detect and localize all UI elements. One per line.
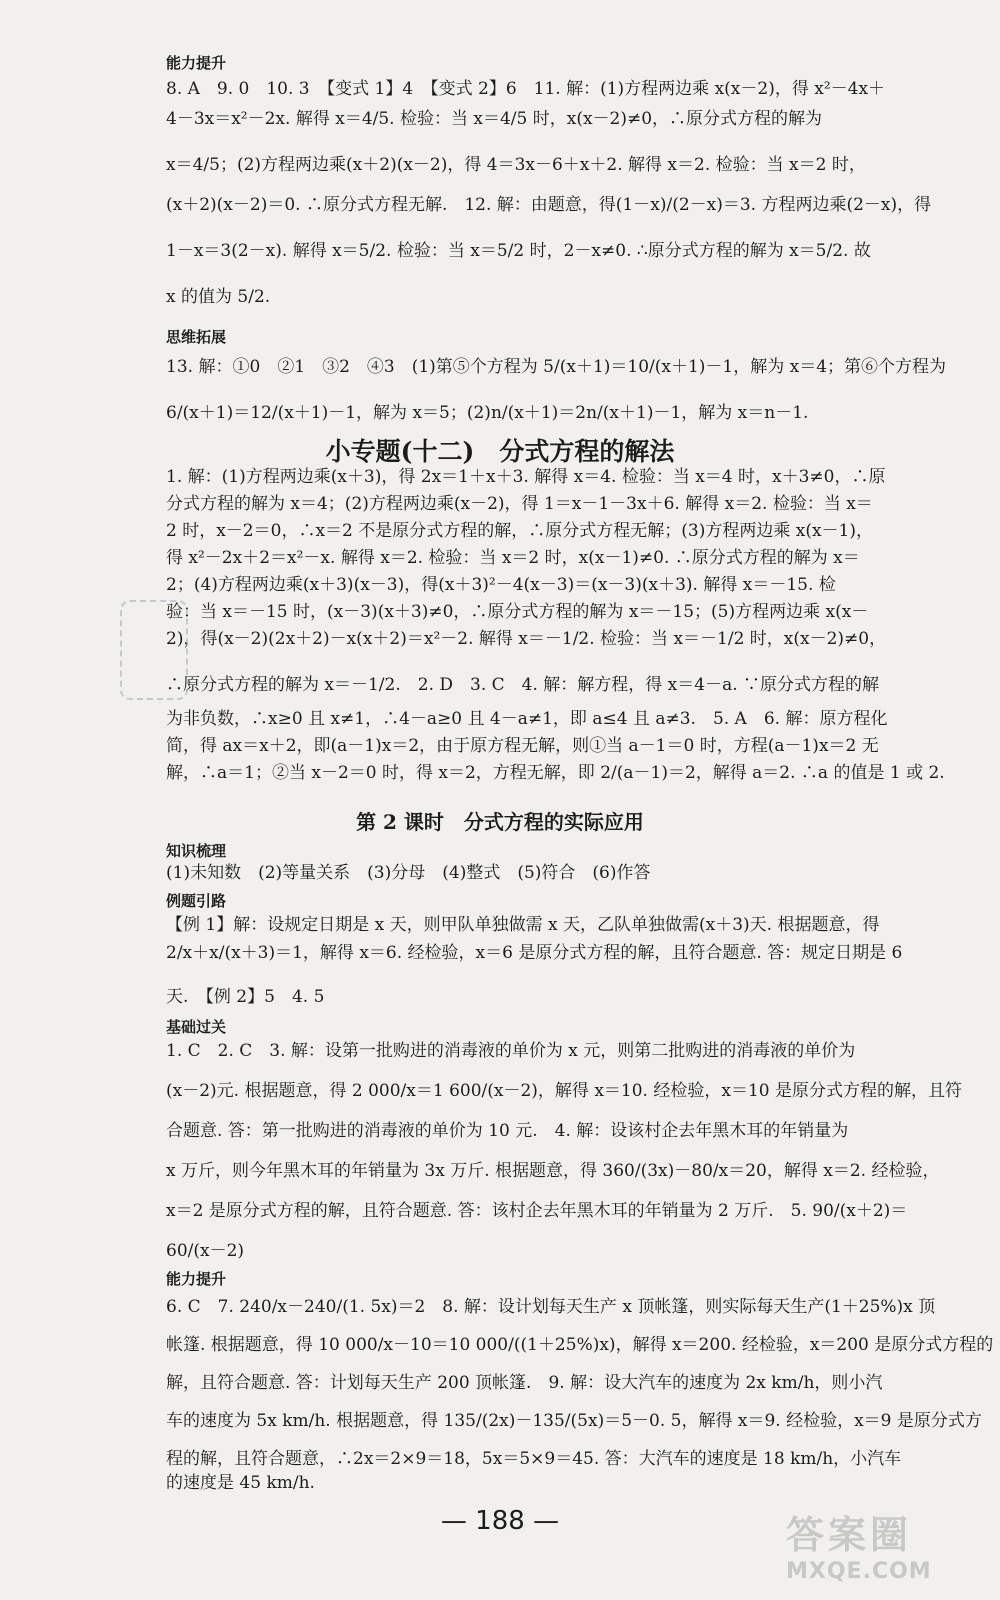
watermark-logo: 答案圈 MXQE.COM: [786, 1513, 932, 1584]
section-heading: 知识梳理: [166, 842, 227, 860]
paragraph: 13. 解：①0 ②1 ③2 ④3 (1)第⑤个方程为 5/(x＋1)＝10/(x＋1)－1，解为 x＝4；第⑥个方程为 6/(x＋1)＝12/(x＋1)－1，解为 x＝5；(2)n/(x＋1)＝2n/(x＋1)－1，解为 x＝n－1.: [166, 357, 947, 423]
paragraph: (1)未知数 (2)等量关系 (3)分母 (4)整式 (5)符合 (6)作答: [166, 863, 651, 883]
page-title: 小专题(十二) 分式方程的解法: [325, 437, 675, 466]
lesson-title: 第 2 课时 分式方程的实际应用: [356, 810, 644, 834]
paragraph: 1. C 2. C 3. 解：设第一批购进的消毒液的单价为 x 元，则第二批购进的消毒液的单价为 (x－2)元. 根据题意，得 2 000/x＝1 600/(x－2)，解得 x＝10. 经检验，x＝10 是原分式方程的解，且符 合题意. 答：第一批购进的消毒液的单价为 10 元. 4. 解：设该村企去年黑木耳的年销量为 x 万斤，则今年黑木耳的年销量为 3x 万斤. 根据题意，得 360/(3x)－80/x＝20，解得 x＝2. 经检验， x＝2 是原分式方程的解，且符合题意. 答：该村企去年黑木耳的年销量为 2 万斤. 5. 90/(x＋2)＝ 60/(x－2): [166, 1041, 962, 1261]
section-heading: 能力提升: [166, 54, 227, 72]
section-heading: 例题引路: [166, 892, 227, 910]
page-number: — 188 —: [440, 1506, 560, 1536]
section-heading: 能力提升: [166, 1270, 227, 1288]
paragraph: 6. C 7. 240/x－240/(1. 5x)＝2 8. 解：设计划每天生产 x 顶帐篷，则实际每天生产(1＋25%)x 顶 帐篷. 根据题意，得 10 000/x－10＝10 000/((1＋25%)x)，解得 x＝200. 经检验，x＝200 是原分式方程的 解，且符合题意. 答：计划每天生产 200 顶帐篷. 9. 解：设大汽车的速度为 2x km/h，则小汽 车的速度为 5x km/h. 根据题意，得 135/(2x)－135/(5x)＝5－0. 5，解得 x＝9. 经检验，x＝9 是原分式方 程的解，且符合题意，∴2x＝2×9＝18，5x＝5×9＝45. 答：大汽车的速度是 18 km/h，小汽车 的速度是 45 km/h.: [166, 1297, 994, 1493]
library-stamp: [120, 600, 188, 700]
section-heading: 基础过关: [166, 1018, 227, 1036]
paragraph: 8. A 9. 0 10. 3 【变式 1】4 【变式 2】6 11. 解：(1)方程两边乘 x(x－2)，得 x²－4x＋ 4－3x＝x²－2x. 解得 x＝4/5. 检验：当 x＝4/5 时，x(x－2)≠0，∴原分式方程的解为 x＝4/5；(2)方程两边乘(x＋2)(x－2)，得 4＝3x－6＋x＋2. 解得 x＝2. 检验：当 x＝2 时， (x＋2)(x－2)＝0. ∴原分式方程无解. 12. 解：由题意，得(1－x)/(2－x)＝3. 方程两边乘(2－x)，得 1－x＝3(2－x). 解得 x＝5/2. 检验：当 x＝5/2 时，2－x≠0. ∴原分式方程的解为 x＝5/2. 故 x 的值为 5/2.: [166, 79, 932, 307]
paragraph: 【例 1】解：设规定日期是 x 天，则甲队单独做需 x 天，乙队单独做需(x＋3)天. 根据题意，得 2/x＋x/(x＋3)＝1，解得 x＝6. 经检验，x＝6 是原分式方程的解，且符合题意. 答：规定日期是 6 天. 【例 2】5 4. 5: [166, 915, 903, 1007]
section-heading: 思维拓展: [166, 328, 227, 346]
paragraph: 1. 解：(1)方程两边乘(x＋3)，得 2x＝1＋x＋3. 解得 x＝4. 检验：当 x＝4 时，x＋3≠0，∴原 分式方程的解为 x＝4；(2)方程两边乘(x－2)，得 1＝x－1－3x＋6. 解得 x＝2. 检验：当 x＝ 2 时，x－2＝0，∴x＝2 不是原分式方程的解，∴原分式方程无解；(3)方程两边乘 x(x－1)， 得 x²－2x＋2＝x²－x. 解得 x＝2. 检验：当 x＝2 时，x(x－1)≠0. ∴原分式方程的解为 x＝ 2；(4)方程两边乘(x＋3)(x－3)，得(x＋3)²－4(x－3)＝(x－3)(x＋3). 解得 x＝－15. 检 验：当 x＝－15 时，(x－3)(x＋3)≠0，∴原分式方程的解为 x＝－15；(5)方程两边乘 x(x－ 2)，得(x－2)(2x＋2)－x(x＋2)＝x²－2. 解得 x＝－1/2. 检验：当 x＝－1/2 时，x(x－2)≠0， ∴原分式方程的解为 x＝－1/2. 2. D 3. C 4. 解：解方程，得 x＝4－a. ∵原分式方程的解 为非负数，∴x≥0 且 x≠1，∴4－a≥0 且 4－a≠1，即 a≤4 且 a≠3. 5. A 6. 解：原方程化 简，得 ax＝x＋2，即(a－1)x＝2，由于原方程无解，则①当 a－1＝0 时，方程(a－1)x＝2 无 解，∴a＝1；②当 x－2＝0 时，得 x＝2，方程无解，即 2/(a－1)＝2，解得 a＝2. ∴a 的值是 1 或 2.: [166, 467, 945, 783]
